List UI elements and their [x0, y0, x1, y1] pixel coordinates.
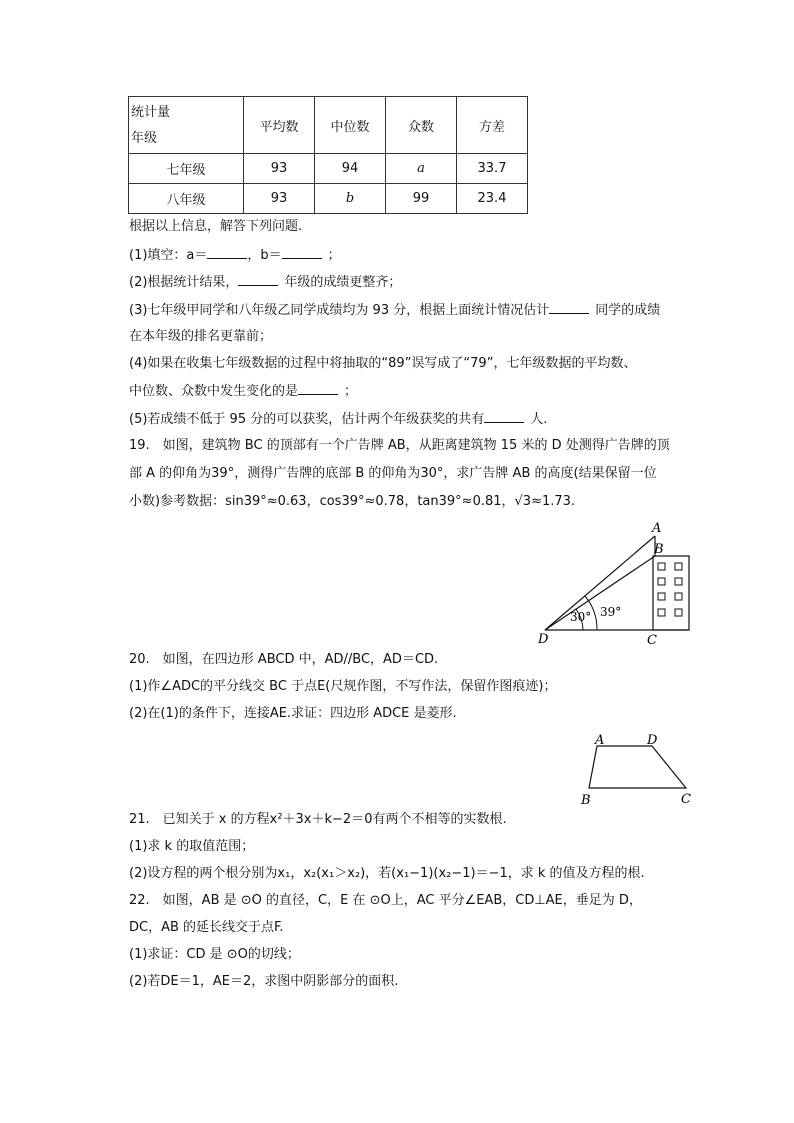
column-header: 众数 [386, 97, 457, 154]
q18-part3: (3)七年级甲同学和八年级乙同学成绩均为 93 分，根据上面统计情况估计 同学的成绩 [129, 303, 661, 318]
quadrilateral-figure [575, 730, 700, 810]
table-cell: 94 [315, 154, 386, 184]
row-grade: 八年级 [129, 184, 244, 214]
point-label-d: D [538, 632, 549, 647]
quadrilateral-abcd [589, 746, 686, 788]
point-label-d: D [647, 733, 658, 748]
column-header: 中位数 [315, 97, 386, 154]
point-label-b: B [654, 542, 664, 557]
table-cell: 33.7 [457, 154, 528, 184]
answer-blank [282, 246, 322, 259]
q18-part4-cont: 中位数、众数中发生变化的是 ； [129, 384, 358, 399]
building-angle-figure [530, 518, 700, 648]
point-label-c: C [681, 792, 691, 807]
header-top: 统计量 [131, 105, 171, 120]
q21-line1: 21. 已知关于 x 的方程x²＋3x＋k−2＝0有两个不相等的实数根. [129, 812, 507, 827]
answer-blank [298, 382, 338, 395]
answer-blank [238, 273, 278, 286]
column-header: 平均数 [244, 97, 315, 154]
table-corner-header [129, 97, 244, 154]
q18-part3-cont: 在本年级的排名更靠前； [129, 329, 273, 344]
row-grade: 七年级 [129, 154, 244, 184]
point-label-a: A [652, 521, 662, 536]
q22-line3: (1)求证：CD 是 ⊙O的切线； [129, 947, 300, 962]
q22-line4: (2)若DE＝1，AE＝2，求图中阴影部分的面积. [129, 974, 399, 989]
header-bottom: 年级 [131, 131, 158, 146]
q18-part2: (2)根据统计结果， 年级的成绩更整齐； [129, 275, 402, 290]
q18-part1: (1)填空：a＝ ，b＝ ； [129, 248, 341, 263]
q22-line2: DC，AB 的延长线交于点F. [129, 920, 284, 935]
answer-blank [549, 301, 589, 314]
point-label-a: A [595, 733, 605, 748]
q18-intro: 根据以上信息，解答下列问题. [129, 219, 303, 234]
q20-line3: (2)在(1)的条件下，连接AE.求证：四边形 ADCE 是菱形. [129, 706, 457, 721]
q22-line1: 22. 如图，AB 是 ⊙O 的直径，C，E 在 ⊙O上，AC 平分∠EAB，CD⊥AE，垂足为 D， [129, 893, 642, 908]
angle-label-39: 39° [600, 605, 622, 619]
q21-line3: (2)设方程的两个根分别为x₁，x₂(x₁＞x₂)，若(x₁−1)(x₂−1)＝−1，求 k 的值及方程的根. [129, 866, 645, 881]
point-label-b: B [581, 793, 591, 808]
q19-line3: 小数)参考数据：sin39°≈0.63，cos39°≈0.78，tan39°≈0.81，√3≈1.73. [129, 494, 576, 509]
table-cell: a [386, 154, 457, 184]
table-cell: 93 [244, 154, 315, 184]
q19-line2: 部 A 的仰角为39°，测得广告牌的底部 B 的仰角为30°，求广告牌 AB 的高度(结果保留一位 [129, 466, 657, 481]
stats-table [128, 96, 528, 214]
answer-blank [484, 410, 524, 423]
table-cell: 99 [386, 184, 457, 214]
q20-line2: (1)作∠ADC的平分线交 BC 于点E(尺规作图，不写作法，保留作图痕迹)； [129, 679, 557, 694]
q18-part5: (5)若成绩不低于 95 分的可以获奖，估计两个年级获奖的共有 人. [129, 412, 548, 427]
column-header: 方差 [457, 97, 528, 154]
q19-line1: 19. 如图，建筑物 BC 的顶部有一个广告牌 AB，从距离建筑物 15 米的 D 处测得广告牌的顶 [129, 438, 670, 453]
answer-blank [207, 246, 247, 259]
building-windows [658, 563, 682, 616]
angle-label-30: 30° [570, 610, 592, 624]
table-cell: b [315, 184, 386, 214]
q21-line2: (1)求 k 的取值范围； [129, 839, 255, 854]
q20-line1: 20. 如图，在四边形 ABCD 中，AD//BC，AD＝CD. [129, 652, 439, 667]
table-cell: 23.4 [457, 184, 528, 214]
q18-part4: (4)如果在收集七年级数据的过程中将抽取的“89”误写成了“79”，七年级数据的平均数、 [129, 356, 637, 371]
table-cell: 93 [244, 184, 315, 214]
point-label-c: C [647, 633, 657, 648]
